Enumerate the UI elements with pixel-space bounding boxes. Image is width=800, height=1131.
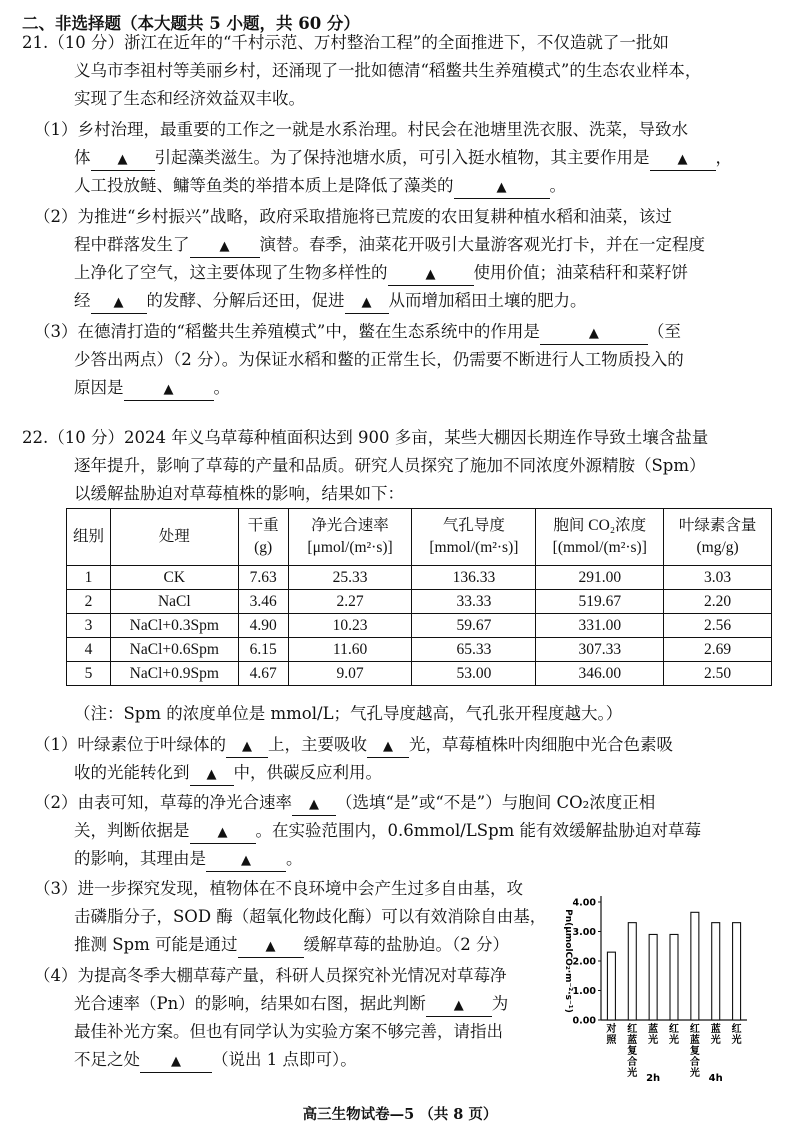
y-tick-label: 4.00 [572, 897, 596, 909]
table-cell: NaCl+0.9Spm [110, 662, 238, 686]
answer-blank[interactable]: ▲ [190, 763, 234, 786]
x-tick-label: 蓝 [627, 1035, 638, 1046]
table-cell: 4 [67, 638, 111, 662]
answer-blank[interactable]: ▲ [345, 291, 389, 314]
table-cell: 2.20 [664, 590, 772, 614]
x-tick-label: 蓝 [648, 1024, 659, 1035]
x-tick-label: 蓝 [689, 1035, 700, 1046]
answer-blank[interactable]: ▲ [454, 176, 550, 199]
q22-p1-line-2: 收的光能转化到 ▲ 中，供碳反应利用。 [74, 760, 382, 786]
table-cell: 4.90 [238, 614, 288, 638]
table-row [67, 662, 772, 686]
answer-blank[interactable]: ▲ [367, 735, 409, 758]
q22-p1-line-1: （1）叶绿素位于叶绿体的 ▲ 上，主要吸收 ▲ 光，草莓植株叶肉细胞中光合色素吸 [34, 732, 673, 758]
table-cell: 3.46 [238, 590, 288, 614]
q22-p4-line-4: 不足之处 ▲ （说出 1 点即可）。 [74, 1047, 357, 1073]
q22-p4-line-3: 最佳补光方案。但也有同学认为实验方案不够完善，请指出 [74, 1022, 503, 1041]
table-cell: 10.23 [288, 614, 412, 638]
page-footer: 高三生物试卷—5 （共 8 页） [302, 1106, 498, 1123]
q21-p1-line-2: 体 ▲ 引起藻类滋生。为了保持池塘水质，可引入挺水植物，其主要作用是 ▲ ， [74, 145, 732, 171]
table-cell: 2.50 [664, 662, 772, 686]
column-header: 组别 [67, 509, 111, 566]
table-cell: NaCl+0.3Spm [110, 614, 238, 638]
x-tick-label: 复 [627, 1046, 638, 1057]
answer-blank[interactable]: ▲ [650, 148, 716, 171]
table-cell: 5 [67, 662, 111, 686]
x-tick-label: 合 [689, 1057, 700, 1068]
x-tick-label: 光 [669, 1035, 679, 1046]
table-cell: 2.69 [664, 638, 772, 662]
table-cell: 1 [67, 566, 111, 590]
q21-head-line-3: 实现了生态和经济效益双丰收。 [74, 89, 305, 108]
y-axis-label: Pn(μmolCO₂·m⁻²·s⁻¹) [563, 909, 573, 1013]
table-cell: 6.15 [238, 638, 288, 662]
column-header: 气孔导度[mmol/(m²·s)] [412, 509, 536, 566]
bar [712, 923, 720, 1020]
table-cell: 9.07 [288, 662, 412, 686]
x-tick-label: 光 [648, 1035, 659, 1046]
bar [691, 912, 699, 1020]
q21-head-line-2: 义乌市李祖村等美丽乡村，还涌现了一批如德清“稻鳖共生养殖模式”的生态农业样本， [74, 61, 702, 80]
q21-p1-line-1: （1）乡村治理，最重要的工作之一就是水系治理。村民会在池塘里洗衣服、洗菜，导致水 [34, 120, 688, 139]
y-tick-label: 0.00 [572, 1015, 596, 1027]
table-cell: 53.00 [412, 662, 536, 686]
answer-blank[interactable]: ▲ [124, 378, 214, 401]
q22-p2-line-2: 关，判断依据是 ▲ 。在实验范围内，0.6mmol/LSpm 能有效缓解盐胁迫对草莓 [74, 818, 701, 844]
q21-p2-line-1: （2）为推进“乡村振兴”战略，政府采取措施将已荒废的农田复耕种植水稻和油菜，该过 [34, 207, 672, 226]
table-cell: 291.00 [536, 566, 664, 590]
q22-p3-line-3: 推测 Spm 可能是通过 ▲ 缓解草莓的盐胁迫。（2 分） [74, 932, 509, 958]
table-row [67, 590, 772, 614]
q22-head-line-2: 逐年提升，影响了草莓的产量和品质。研究人员探究了施加不同浓度外源精胺（Spm） [74, 456, 706, 475]
q21-p1-line-3: 人工投放鲢、鳙等鱼类的举措本质上是降低了藻类的 ▲ 。 [74, 173, 566, 199]
table-cell: 346.00 [536, 662, 664, 686]
table-cell: 3.03 [664, 566, 772, 590]
table-cell: NaCl [110, 590, 238, 614]
table-cell: 7.63 [238, 566, 288, 590]
table-cell: 2.27 [288, 590, 412, 614]
table-header-row [67, 509, 772, 566]
column-header: 胞间 CO₂浓度[(mmol/(m²·s)] [536, 509, 664, 566]
column-header: 处理 [110, 509, 238, 566]
y-tick-label: 3.00 [572, 927, 596, 938]
q22-p4-line-2: 光合速率（Pn）的影响，结果如右图，据此判断 ▲ 为 [74, 991, 508, 1017]
table-cell: 331.00 [536, 614, 664, 638]
bar [733, 923, 741, 1020]
table-row [67, 614, 772, 638]
table-cell: CK [110, 566, 238, 590]
q22-p2-line-1: （2）由表可知，草莓的净光合速率 ▲ （选填“是”或“不是”）与胞间 CO₂浓度正相 [34, 790, 655, 816]
section-title: 二、非选择题（本大题共 5 小题，共 60 分） [22, 14, 360, 33]
x-tick-label: 红 [627, 1024, 638, 1035]
table-cell: 25.33 [288, 566, 412, 590]
table-row [67, 566, 772, 590]
table-cell: 33.33 [412, 590, 536, 614]
answer-blank[interactable]: ▲ [206, 849, 286, 872]
q22-p3-line-1: （3）进一步探究发现，植物体在不良环境中会产生过多自由基，攻 [34, 879, 523, 898]
x-tick-label: 复 [689, 1046, 700, 1057]
q22-p2-line-3: 的影响，其理由是 ▲ 。 [74, 846, 303, 872]
answer-blank[interactable]: ▲ [426, 994, 492, 1017]
answer-blank[interactable]: ▲ [388, 263, 474, 286]
x-tick-label: 红 [689, 1024, 700, 1035]
results-table [66, 508, 772, 686]
q22-p4-line-1: （4）为提高冬季大棚草莓产量，科研人员探究补光情况对草莓净 [34, 966, 507, 985]
table-cell: 307.33 [536, 638, 664, 662]
q22-head-line-1: 22.（10 分）2024 年义乌草莓种植面积达到 900 多亩，某些大棚因长期连作导致土壤含盐量 [22, 428, 709, 447]
answer-blank[interactable]: ▲ [140, 1050, 212, 1073]
q21-p3-line-3: 原因是 ▲ 。 [74, 375, 230, 401]
x-tick-label: 红 [669, 1024, 679, 1035]
q21-p3-line-2: 少答出两点）（2 分）。为保证水稻和鳖的正常生长，仍需要不断进行人工物质投入的 [74, 350, 684, 369]
q22-p3-line-2: 击磷脂分子，SOD 酶（超氧化物歧化酶）可以有效消除自由基， [74, 907, 547, 926]
answer-blank[interactable]: ▲ [292, 793, 336, 816]
answer-blank[interactable]: ▲ [238, 935, 304, 958]
x-tick-label: 光 [731, 1035, 742, 1046]
group-label: 2h [646, 1073, 661, 1084]
y-tick-label: 1.00 [572, 986, 596, 997]
answer-blank[interactable]: ▲ [226, 735, 268, 758]
table-cell: 2.56 [664, 614, 772, 638]
answer-blank[interactable]: ▲ [540, 322, 648, 345]
x-tick-label: 光 [710, 1035, 721, 1046]
bar [628, 923, 636, 1020]
group-label: 4h [708, 1073, 723, 1084]
table-row [67, 638, 772, 662]
x-tick-label: 蓝 [710, 1024, 721, 1035]
table-cell: 519.67 [536, 590, 664, 614]
x-tick-label: 红 [731, 1024, 742, 1035]
table-cell: 2 [67, 590, 111, 614]
table-cell: 4.67 [238, 662, 288, 686]
q21-p2-line-4: 经 ▲ 的发酵、分解后还田，促进 ▲ 从而增加稻田土壤的肥力。 [74, 288, 587, 314]
table-note: （注：Spm 的浓度单位是 mmol/L；气孔导度越高，气孔张开程度越大。） [74, 704, 623, 723]
y-tick-label: 2.00 [572, 956, 596, 968]
column-header: 净光合速率[μmol/(m²·s)] [288, 509, 412, 566]
table-cell: NaCl+0.6Spm [110, 638, 238, 662]
answer-blank[interactable]: ▲ [190, 821, 256, 844]
answer-blank[interactable]: ▲ [91, 291, 147, 314]
table-cell: 136.33 [412, 566, 536, 590]
q22-head-line-3: 以缓解盐胁迫对草莓植株的影响，结果如下： [74, 484, 404, 503]
bar [670, 934, 678, 1020]
bar [649, 934, 657, 1020]
table-cell: 65.33 [412, 638, 536, 662]
q21-head-line-1: 21.（10 分）浙江在近年的“千村示范、万村整治工程”的全面推进下，不仅造就了一批如 [22, 33, 669, 52]
x-tick-label: 光 [627, 1068, 638, 1079]
table-cell: 3 [67, 614, 111, 638]
table-cell: 59.67 [412, 614, 536, 638]
answer-blank[interactable]: ▲ [190, 235, 260, 258]
q21-p3-line-1: （3）在德清打造的“稻鳖共生养殖模式”中，鳖在生态系统中的作用是 ▲ （至 [34, 319, 681, 345]
bar [607, 952, 615, 1020]
answer-blank[interactable]: ▲ [91, 148, 155, 171]
column-header: 干重(g) [238, 509, 288, 566]
pn-bar-chart [555, 880, 755, 1090]
x-tick-label: 合 [627, 1057, 638, 1068]
column-header: 叶绿素含量(mg/g) [664, 509, 772, 566]
q21-p2-line-3: 上净化了空气，这主要体现了生物多样性的 ▲ 使用价值；油菜秸秆和菜籽饼 [74, 260, 688, 286]
x-tick-label: 照 [606, 1035, 617, 1046]
x-tick-label: 对 [606, 1024, 617, 1035]
q21-p2-line-2: 程中群落发生了 ▲ 演替。春季，油菜花开吸引大量游客观光打卡，并在一定程度 [74, 232, 705, 258]
x-tick-label: 光 [689, 1068, 700, 1079]
table-cell: 11.60 [288, 638, 412, 662]
